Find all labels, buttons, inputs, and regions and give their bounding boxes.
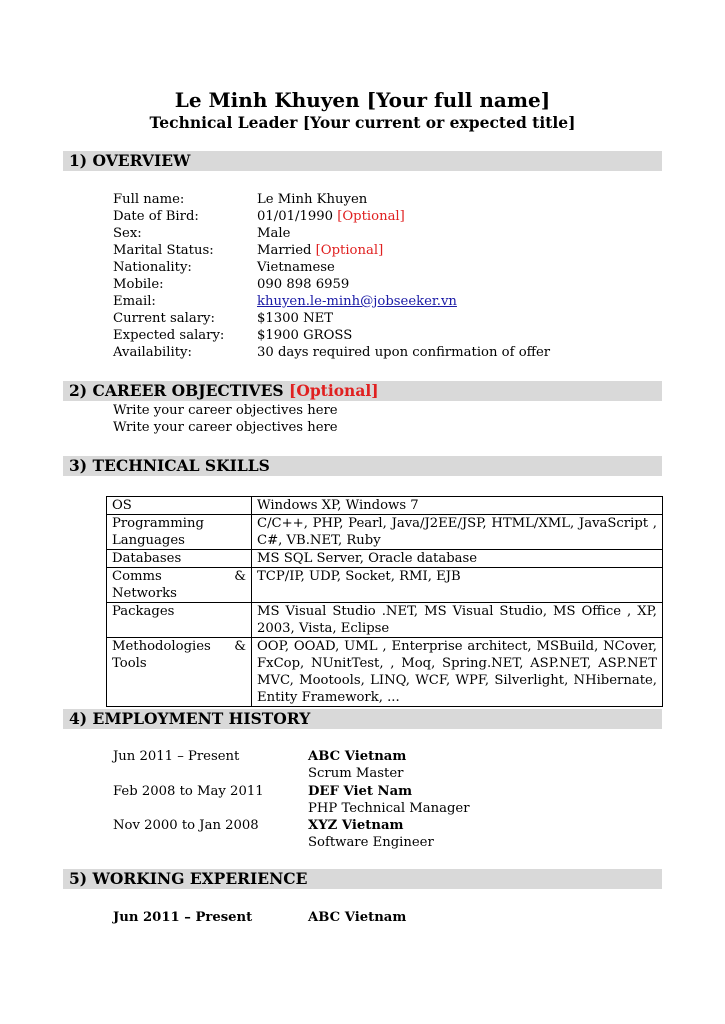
employment-company: ABC Vietnam: [308, 749, 407, 764]
candidate-name: Le Minh Khuyen [Your full name]: [174, 88, 551, 112]
experience-company: ABC Vietnam: [308, 910, 407, 925]
table-row: [107, 497, 663, 515]
section-heading-experience: 5) WORKING EXPERIENCE: [63, 869, 662, 889]
employment-role: Scrum Master: [308, 766, 404, 781]
overview-row: [113, 191, 673, 208]
employment-dates: Nov 2000 to Jan 2008: [113, 818, 259, 833]
overview-row: [113, 327, 673, 344]
skill-category: Packages: [107, 603, 252, 638]
overview-row: [113, 259, 673, 276]
overview-row: [113, 242, 673, 259]
employment-role: PHP Technical Manager: [308, 801, 470, 816]
skill-value: Windows XP, Windows 7: [252, 497, 663, 515]
skill-value: OOP, OOAD, UML , Enterprise architect, MSBuild, NCover, FxCop, NUnitTest, , Moq, Spring.NET, ASP.NET, ASP.NET MVC, Mootools, LINQ, WCF, WPF, Silverlight, NHibernate, Entity Framework, ...: [252, 638, 663, 707]
overview-label: Availability:: [113, 345, 192, 360]
skill-value: MS SQL Server, Oracle database: [252, 550, 663, 568]
overview-value: Male: [257, 226, 291, 241]
overview-label: Sex:: [113, 226, 142, 241]
career-objective-line: Write your career objectives here: [113, 420, 338, 435]
table-row: [107, 550, 663, 568]
overview-value: $1300 NET: [257, 311, 334, 326]
overview-value: 090 898 6959: [257, 277, 350, 292]
overview-row: [113, 225, 673, 242]
skill-category: OS: [107, 497, 252, 515]
overview-label: Email:: [113, 294, 156, 309]
overview-row: [113, 208, 673, 225]
overview-label: Expected salary:: [113, 328, 225, 343]
overview-label: Full name:: [113, 192, 185, 207]
overview-label: Date of Bird:: [113, 209, 199, 224]
optional-note: [Optional]: [337, 209, 405, 224]
overview-label: Nationality:: [113, 260, 192, 275]
employment-role: Software Engineer: [308, 835, 434, 850]
optional-note: [Optional]: [315, 243, 384, 258]
overview-value: 30 days required upon confirmation of offer: [257, 345, 551, 360]
overview-row: [113, 310, 673, 327]
section-heading-text: 2) CAREER OBJECTIVES: [69, 381, 284, 400]
section-heading-overview: 1) OVERVIEW: [63, 151, 662, 171]
overview-row: [113, 344, 673, 361]
optional-note: [Optional]: [288, 381, 379, 400]
overview-row: [113, 293, 673, 310]
overview-label: Current salary:: [113, 311, 215, 326]
career-objective-line: Write your career objectives here: [113, 403, 338, 418]
employment-dates: Jun 2011 – Present: [113, 749, 240, 764]
skill-category: Databases: [107, 550, 252, 568]
overview-label: Mobile:: [113, 277, 164, 292]
overview-row: [113, 276, 673, 293]
overview-value: $1900 GROSS: [257, 328, 353, 343]
employment-dates: Feb 2008 to May 2011: [113, 784, 264, 799]
skill-value: C/C++, PHP, Pearl, Java/J2EE/JSP, HTML/XML, JavaScript , C#, VB.NET, Ruby: [252, 515, 663, 550]
table-row: [107, 603, 663, 638]
skill-value: TCP/IP, UDP, Socket, RMI, EJB: [252, 568, 663, 603]
skills-table: [106, 496, 663, 707]
employment-company: DEF Viet Nam: [308, 784, 413, 799]
table-row: [107, 515, 663, 550]
skill-category: Programming Languages: [107, 515, 252, 550]
overview-value: Married: [257, 243, 312, 258]
skill-category: Methodologies & Tools: [107, 638, 252, 707]
candidate-title: Technical Leader [Your current or expected title]: [149, 113, 576, 132]
email-link[interactable]: khuyen.le-minh@jobseeker.vn: [257, 294, 457, 309]
skill-category: Comms & Networks: [107, 568, 252, 603]
overview-value: Le Minh Khuyen: [257, 192, 368, 207]
experience-dates: Jun 2011 – Present: [113, 910, 253, 925]
overview-label: Marital Status:: [113, 243, 214, 258]
section-heading-employment: 4) EMPLOYMENT HISTORY: [63, 709, 662, 729]
table-row: [107, 638, 663, 707]
employment-company: XYZ Vietnam: [308, 818, 404, 833]
section-heading-career: [63, 381, 662, 401]
overview-value: 01/01/1990: [257, 209, 334, 224]
overview-value: Vietnamese: [257, 260, 335, 275]
table-row: [107, 568, 663, 603]
skill-value: MS Visual Studio .NET, MS Visual Studio, MS Office , XP, 2003, Vista, Eclipse: [252, 603, 663, 638]
section-heading-skills: 3) TECHNICAL SKILLS: [63, 456, 662, 476]
